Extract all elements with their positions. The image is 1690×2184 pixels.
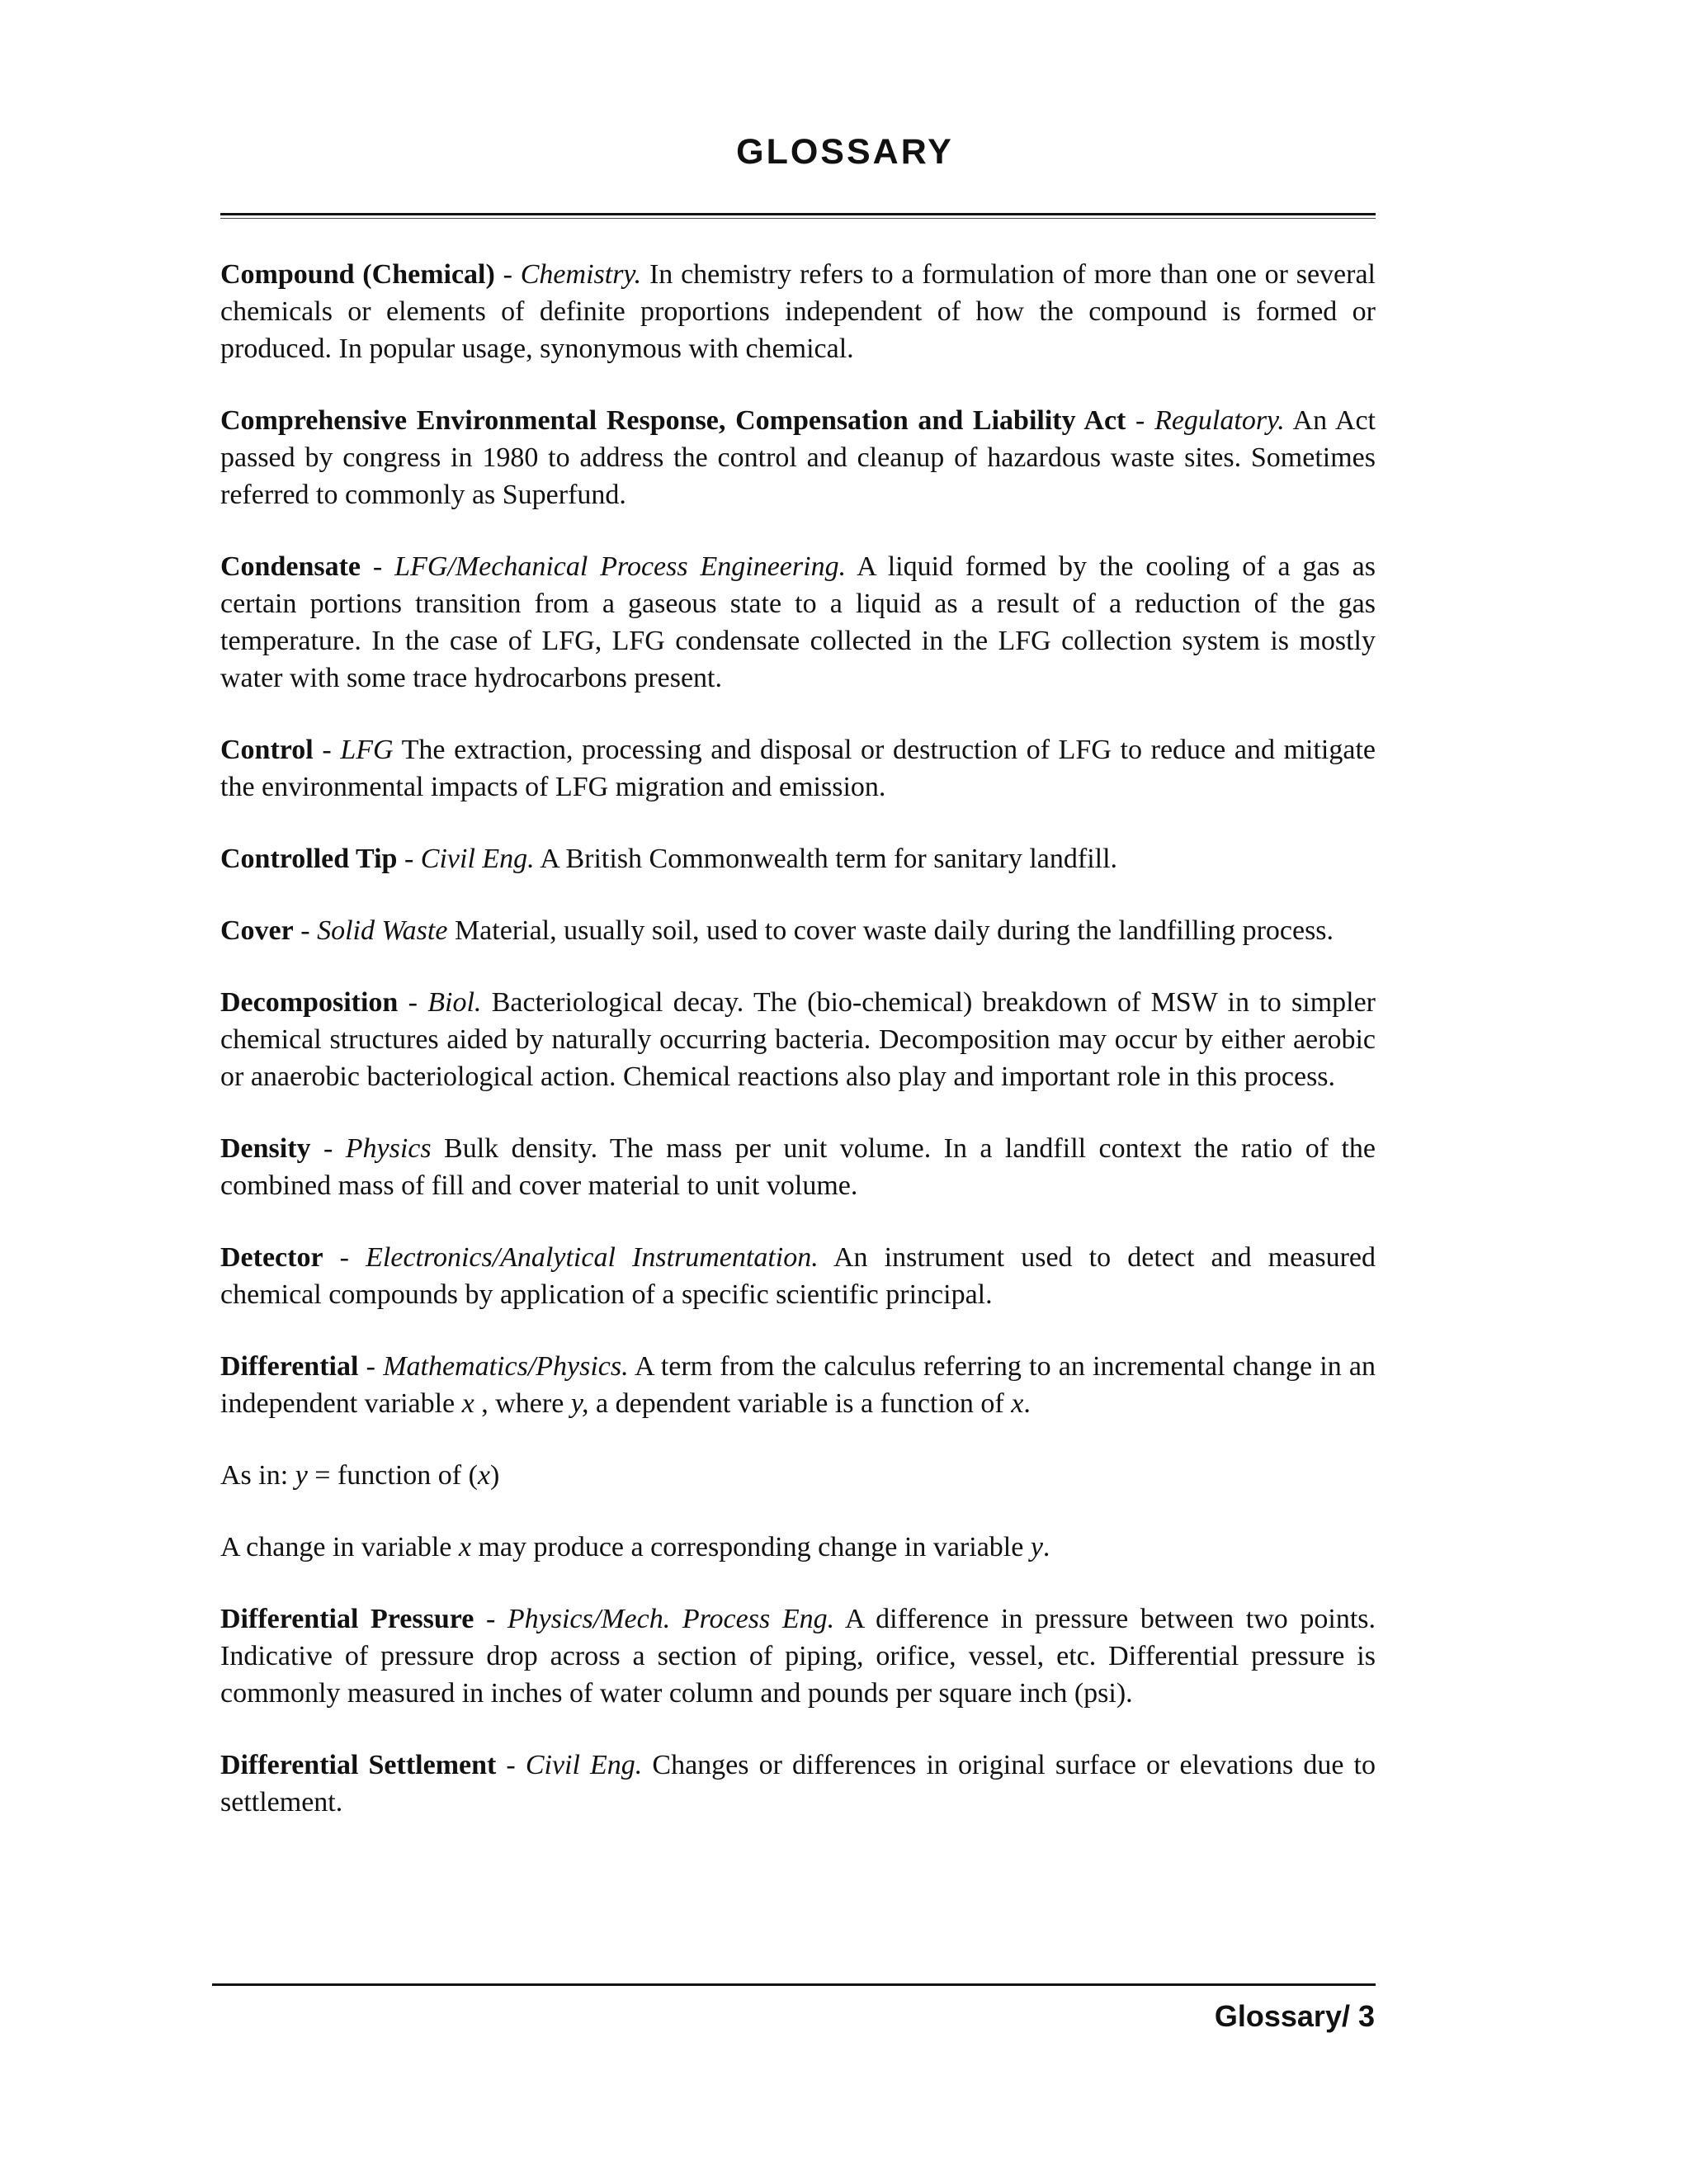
entry-separator: - (358, 1351, 384, 1382)
entry-separator: - (293, 915, 318, 946)
glossary-entry-differential-settlement (220, 1747, 1376, 1821)
differential-note (220, 1529, 1376, 1566)
entry-definition: The extraction, processing and disposal or destruction of LFG to reduce and mitigate the environmental impacts of LFG migration and emission. (220, 735, 1376, 802)
glossary-entry-cercla (220, 402, 1376, 513)
entry-term: Condensate (220, 551, 361, 582)
variable-y: y (295, 1460, 308, 1491)
entry-definition: Changes or differences in original surface or elevations due to settlement. (220, 1750, 1376, 1818)
entry-separator: - (1126, 405, 1155, 436)
variable-x: x (477, 1460, 490, 1491)
note-text: A change in variable (220, 1532, 459, 1562)
variable-y: y, (570, 1388, 589, 1419)
glossary-entry-condensate (220, 548, 1376, 697)
entry-term: Differential Pressure (220, 1604, 474, 1634)
entry-separator: - (397, 844, 421, 874)
page-footer: Glossary/ 3 (1214, 1999, 1375, 2033)
entry-definition: Bulk density. The mass per unit volume. In a landfill context the ratio of the combined mass of fill and cover material to unit volume. (220, 1133, 1376, 1201)
entry-term: Controlled Tip (220, 844, 398, 874)
glossary-content (220, 256, 1376, 1855)
note-text: . (1042, 1532, 1050, 1562)
entry-definition: Material, usually soil, used to cover waste daily during the landfilling process. (447, 915, 1334, 946)
entry-separator: - (474, 1604, 507, 1634)
glossary-entry-controlled-tip (220, 840, 1376, 877)
entry-term: Decomposition (220, 987, 399, 1018)
entry-term: Comprehensive Environmental Response, Compensation and Liability Act (220, 405, 1126, 436)
entry-term: Differential (220, 1351, 359, 1382)
entry-field: Biol. (427, 987, 482, 1018)
entry-definition: An instrument used to detect and measured chemical compounds by application of a specific scientific principal. (220, 1242, 1376, 1310)
entry-field: Physics (345, 1133, 432, 1164)
entry-definition: A liquid formed by the cooling of a gas as certain portions transition from a gaseous state to a liquid as a result of a reduction of the gas temperature. In the case of LFG, LFG condensate collected in the LFG collection system is mostly water with some trace hydrocarbons present. (220, 551, 1376, 693)
entry-field: Solid Waste (317, 915, 448, 946)
note-text: may produce a corresponding change in variable (470, 1532, 1031, 1562)
glossary-entry-detector (220, 1239, 1376, 1313)
entry-separator: - (323, 1242, 366, 1273)
glossary-entry-differential (220, 1348, 1376, 1422)
entry-definition: Bacteriological decay. The (bio-chemical) breakdown of MSW in to simpler chemical structures aided by naturally occurring bacteria. Decomposition may occur by either aerobic or anaerobic bacteriological action. Chemical reactions also play and important role in this process. (220, 987, 1376, 1092)
top-divider (220, 213, 1376, 219)
differential-formula (220, 1457, 1376, 1494)
entry-field: Civil Eng. (525, 1750, 643, 1780)
entry-term: Control (220, 735, 314, 765)
formula-text: = function of ( (307, 1460, 478, 1491)
entry-separator: - (361, 551, 395, 582)
entry-field: Physics/Mech. Process Eng. (507, 1604, 835, 1634)
variable-x: x (1011, 1388, 1024, 1419)
bottom-divider (212, 1983, 1376, 1986)
entry-term: Density (220, 1133, 311, 1164)
entry-field: LFG (340, 735, 394, 765)
variable-y: y (1030, 1532, 1043, 1562)
entry-field: Mathematics/Physics. (383, 1351, 629, 1382)
glossary-entry-control (220, 731, 1376, 806)
entry-separator: - (494, 259, 521, 290)
entry-separator: - (313, 735, 341, 765)
entry-field: Civil Eng. (420, 844, 535, 874)
entry-term: Differential Settlement (220, 1750, 497, 1780)
entry-definition: In chemistry refers to a formulation of more than one or several chemicals or elements of definite proportions independent of how the compound is formed or produced. In popular usage, synonymous with chemical. (220, 259, 1376, 364)
entry-definition-part: , where (474, 1388, 571, 1419)
page-title: GLOSSARY (736, 132, 954, 172)
entry-field: Regulatory. (1154, 405, 1285, 436)
glossary-entry-compound (220, 256, 1376, 367)
variable-x: x (458, 1532, 471, 1562)
variable-x: x (461, 1388, 474, 1419)
entry-definition-part: a dependent variable is a function of (588, 1388, 1012, 1419)
glossary-entry-cover (220, 912, 1376, 949)
entry-definition-part: A term from the calculus referring to an incremental change in an independent variable (220, 1351, 1376, 1419)
entry-definition: A difference in pressure between two points. Indicative of pressure drop across a section of piping, orifice, vessel, etc. Differential pressure is commonly measured in inches of water column and pounds per square inch (psi). (220, 1604, 1376, 1709)
glossary-entry-differential-pressure (220, 1600, 1376, 1712)
formula-label: As in: (220, 1460, 295, 1491)
entry-definition: An Act passed by congress in 1980 to address the control and cleanup of hazardous waste sites. Sometimes referred to commonly as Superfund. (220, 405, 1376, 510)
entry-separator: - (310, 1133, 346, 1164)
entry-field: Chemistry. (520, 259, 642, 290)
entry-definition-part: . (1023, 1388, 1031, 1419)
entry-field: Electronics/Analytical Instrumentation. (366, 1242, 819, 1273)
entry-separator: - (398, 987, 428, 1018)
formula-text: ) (490, 1460, 500, 1491)
entry-term: Detector (220, 1242, 323, 1273)
glossary-entry-density (220, 1130, 1376, 1204)
entry-definition: A British Commonwealth term for sanitary landfill. (534, 844, 1118, 874)
glossary-entry-decomposition (220, 984, 1376, 1095)
entry-term: Compound (Chemical) (220, 259, 495, 290)
entry-separator: - (496, 1750, 526, 1780)
entry-field: LFG/Mechanical Process Engineering. (394, 551, 847, 582)
entry-term: Cover (220, 915, 294, 946)
